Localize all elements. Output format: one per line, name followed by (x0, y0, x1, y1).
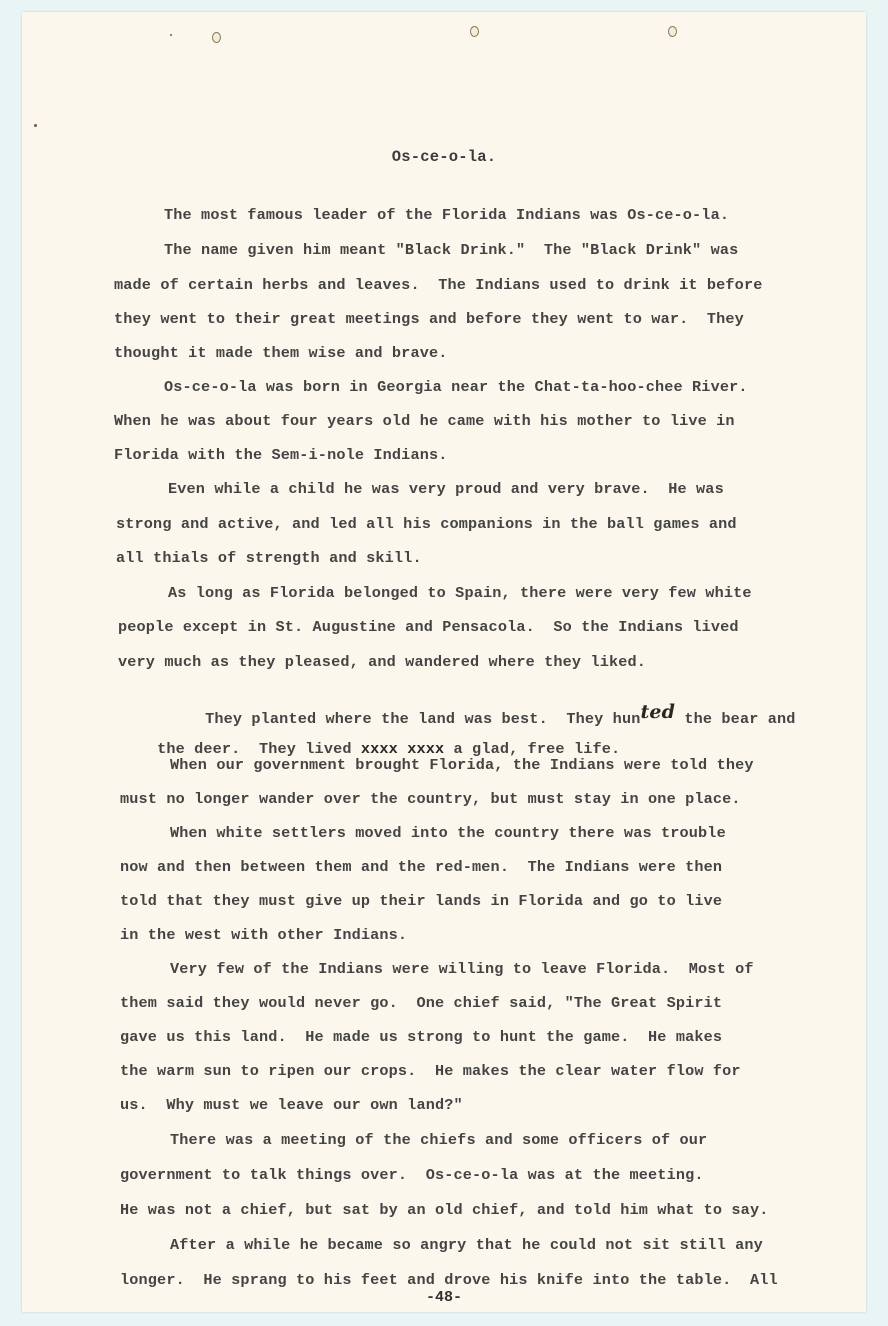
punch-hole-left (212, 32, 221, 43)
text-line: There was a meeting of the chiefs and some officers of our (170, 1131, 708, 1149)
page-number: -48- (425, 1289, 462, 1306)
text-line: now and then between them and the red-men. The Indians were then (120, 858, 723, 876)
text-line: The name given him meant "Black Drink." The "Black Drink" was (164, 241, 739, 259)
text-line: strong and active, and led all his companions in the ball games and (116, 515, 737, 533)
line-text: the deer. They lived (157, 740, 352, 758)
text-line: He was not a chief, but sat by an old chief, and told him what to say. (120, 1201, 769, 1219)
text-line: the warm sun to ripen our crops. He makes the clear water flow for (120, 1062, 741, 1080)
text-line: After a while he became so angry that he could not sit still any (170, 1236, 763, 1254)
text-line: Os-ce-o-la was born in Georgia near the Chat-ta-hoo-chee River. (164, 378, 748, 396)
punch-hole-center (470, 26, 479, 37)
text-line: As long as Florida belonged to Spain, there were very few white (168, 584, 752, 602)
line-text: a glad, free life. (444, 740, 621, 758)
text-line: told that they must give up their lands in Florida and go to live (120, 892, 723, 910)
text-line: When our government brought Florida, the Indians were told they (170, 756, 754, 774)
text-line: gave us this land. He made us strong to hunt the game. He makes (120, 1028, 723, 1046)
text-line: in the west with other Indians. (120, 926, 408, 944)
text-line: all thials of strength and skill. (116, 549, 422, 567)
line-text: They planted where the land was best. They hun (205, 710, 641, 728)
text-line: longer. He sprang to his feet and drove his knife into the table. All (120, 1271, 778, 1289)
text-line: us. Why must we leave our own land?" (120, 1096, 463, 1114)
text-line: very much as they pleased, and wandered where they liked. (118, 653, 647, 671)
line-text: the bear and (675, 710, 796, 728)
text-line: Very few of the Indians were willing to leave Florida. Most of (170, 960, 754, 978)
text-line: When white settlers moved into the country there was trouble (170, 824, 726, 842)
text-line: they went to their great meetings and before they went to war. They (114, 310, 744, 328)
text-line: must no longer wander over the country, but must stay in one place. (120, 790, 741, 808)
text-line: people except in St. Augustine and Pensacola. So the Indians lived (118, 618, 739, 636)
handwritten-correction: ted (640, 701, 676, 723)
ink-speck (170, 34, 172, 36)
text-line: made of certain herbs and leaves. The Indians used to drink it before (114, 276, 763, 294)
page-title: Os-ce-o-la. (391, 148, 497, 166)
punch-hole-right (668, 26, 677, 37)
text-line: government to talk things over. Os-ce-o-la was at the meeting. (120, 1166, 704, 1184)
document-page (22, 12, 866, 1312)
text-line: Florida with the Sem-i-nole Indians. (114, 446, 448, 464)
text-line: Even while a child he was very proud and very brave. He was (168, 480, 724, 498)
text-line: When he was about four years old he came with his mother to live in (114, 412, 735, 430)
ink-speck (34, 124, 37, 127)
struck-out-text: xxxx xxxx (360, 740, 445, 758)
text-line: thought it made them wise and brave. (114, 344, 448, 362)
text-line: them said they would never go. One chief said, "The Great Spirit (120, 994, 723, 1012)
text-line: The most famous leader of the Florida Indians was Os-ce-o-la. (164, 206, 730, 224)
